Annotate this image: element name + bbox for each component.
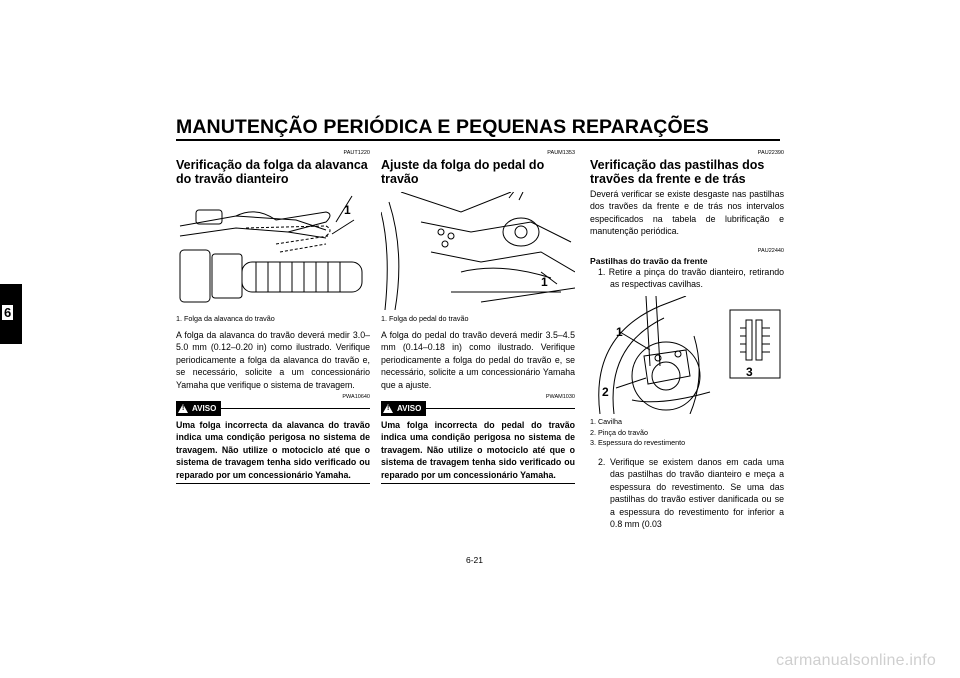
page-number: 6-21 (466, 555, 484, 565)
column-lever (176, 150, 370, 484)
pads-figure (590, 296, 784, 414)
subheading: Pastilhas do travão da frente (590, 255, 708, 266)
figure-caption: 1. Folga do pedal do travão (381, 314, 469, 323)
pedal-figure (381, 192, 575, 310)
figure-caption: 1. Folga da alavanca do travão (176, 314, 275, 323)
figure-label-2: 2 (602, 385, 609, 400)
warning-triangle-icon: ! (178, 404, 188, 413)
section-heading: Verificação das pastilhas dos travões da frente e de trás (590, 158, 765, 186)
steps-list (590, 266, 784, 291)
brake-lever-illustration (176, 192, 370, 310)
brake-pedal-illustration (381, 192, 575, 310)
section-code: PAUM1353 (547, 150, 575, 156)
figure-label-1: 1 (616, 325, 623, 340)
caption-3: 3. Espessura do revestimento (590, 438, 686, 448)
figure-label: 1 (344, 203, 351, 217)
warning-text: Uma folga incorrecta do pedal do travão indica uma condição perigosa no sistema de travagem. Não utilize o motociclo até que o sistema de travagem tenha sido verificado ou reparado por um concessionário Yamaha. (381, 420, 575, 480)
body-text: Deverá verificar se existe desgaste nas pastilhas dos travões da frente e de trás nos intervalos especificados na tabela de lubrificação e manutenção periódica. (590, 189, 784, 237)
warning-code: PWA10640 (342, 394, 370, 401)
body-text: A folga do pedal do travão deverá medir 3.5–4.5 mm (0.14–0.18 in) como ilustrado. Verifique periodicamente a folga do pedal do travão e, se necessário, solicite a um concessionário Yamaha que a ajuste. (381, 330, 575, 390)
chapter-number: 6 (4, 305, 12, 320)
lever-figure (176, 192, 370, 310)
warning-box (381, 401, 575, 484)
section-heading: Verificação da folga da alavanca do travão dianteiro (176, 158, 368, 186)
step-1: 1. Retire a pinça do travão dianteiro, retirando as respectivas cavilhas. (598, 266, 784, 290)
figure-captions (590, 417, 784, 449)
section-code: PAU22440 (757, 247, 784, 254)
figure-label-3: 3 (746, 365, 753, 380)
warning-box (176, 401, 370, 484)
warning-code: PWAM1030 (545, 394, 575, 401)
steps-list (590, 456, 784, 530)
warning-triangle-icon: ! (383, 404, 393, 413)
warning-label: ! AVISO (176, 401, 221, 416)
step-2: 2. Verifique se existem danos em cada uma das pastilhas do travão dianteiro e meça a espessura do revestimento. Se uma das pastilhas do travão estiver danificada ou se a espessura do revestimento for inferior a 0.8 mm (0.03 (598, 456, 784, 529)
caption-1: 1. Cavilha (590, 417, 622, 427)
section-code: PAUT1220 (343, 150, 370, 156)
brake-caliper-illustration (590, 296, 784, 414)
figure-label: 1 (541, 275, 548, 289)
section-code: PAU22390 (757, 150, 784, 156)
section-heading: Ajuste da folga do pedal do travão (381, 158, 545, 186)
column-pads (590, 150, 784, 530)
page-title: MANUTENÇÃO PERIÓDICA E PEQUENAS REPARAÇÕES (176, 116, 709, 138)
title-rule (176, 139, 780, 141)
warning-label: ! AVISO (381, 401, 426, 416)
caption-2: 2. Pinça do travão (590, 427, 648, 437)
body-text: A folga da alavanca do travão deverá medir 3.0–5.0 mm (0.12–0.20 in) como ilustrado. Verifique periodicamente a folga da alavanca do travão e, se necessário, solicite a um concessionário Yamaha que verifique o sistema de travagem. (176, 330, 370, 390)
watermark: carmanualsonline.info (776, 652, 936, 669)
column-pedal (381, 150, 575, 484)
warning-text: Uma folga incorrecta da alavanca do travão indica uma condição perigosa no sistema de travagem. Não utilize o motociclo até que o sistema de travagem tenha sido verificado ou reparado por um concessionário Yamaha. (176, 420, 370, 480)
